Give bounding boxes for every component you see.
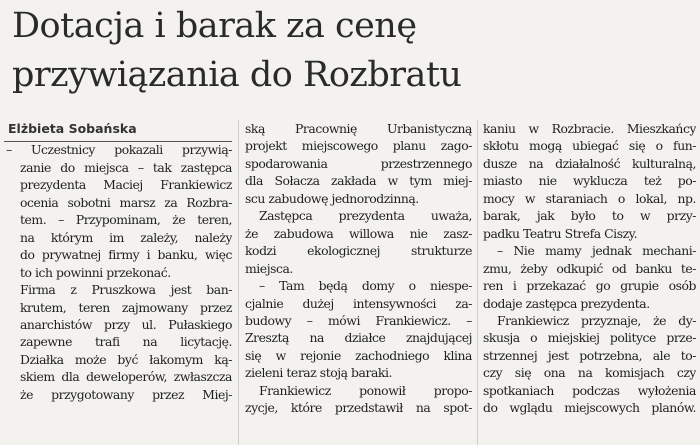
text-line: projekt miejscowego planu zago- — [245, 138, 472, 154]
text-line: Zastępca prezydenta uważa, — [259, 208, 472, 224]
text-line: Frankiewicz ponowił propo- — [259, 382, 472, 398]
text-line: Frankiewicz przyznaje, że dy- — [497, 312, 696, 328]
text-line: dusze na działalność kulturalną, — [483, 155, 696, 171]
text-line: spodarowania przestrzennego — [245, 155, 472, 171]
text-line: krutem, teren zajmowany przez — [20, 299, 232, 315]
text-line: do wglądu miejscowych planów. — [483, 400, 696, 416]
text-line: scu zabudowę jednorodzinną. — [245, 190, 419, 206]
text-line: miejsca. — [245, 260, 293, 276]
text-line: ocenia sobotni marsz za Rozbra- — [20, 194, 232, 210]
text-line: że przygotowany przez Miej- — [20, 386, 232, 402]
column-separator — [477, 120, 478, 445]
headline-line-2: przywiązania do Rozbratu — [12, 55, 462, 95]
text-line: czy się ona na komisjach czy — [483, 365, 696, 381]
text-line: się w rejonie zachodniego klina — [245, 347, 472, 363]
text-line: kaniu w Rozbracie. Mieszkańcy — [483, 121, 696, 136]
text-line: dodaje zastępca prezydenta. — [483, 295, 650, 311]
article-column-2 — [245, 120, 472, 417]
text-line: to ich powinni przekonać. — [20, 264, 171, 280]
text-line: ską Pracownię Urbanistyczną — [245, 121, 472, 136]
text-line: Działka może być łakomym ką- — [20, 351, 232, 367]
text-line: że zabudowa willowa nie zasz- — [245, 225, 472, 241]
text-line: prezydenta Maciej Frankiewicz — [20, 177, 232, 193]
headline-line-1: Dotacja i barak za cenę — [12, 6, 417, 46]
text-line: cjalnie dużej intensywności za- — [245, 295, 472, 311]
text-line: anarchistów przy ul. Pułaskiego — [20, 316, 232, 332]
text-line: – Nie mamy jednak mechani- — [497, 243, 696, 259]
text-line: do prywatnej firmy i banku, więc — [20, 247, 232, 263]
article-column-3 — [483, 120, 696, 417]
text-line: padku Teatru Strefa Ciszy. — [483, 225, 638, 241]
article-headline — [12, 2, 692, 100]
byline-rule — [4, 141, 232, 142]
text-line: skusja o miejskiej polityce prze- — [483, 330, 696, 346]
text-line: budowy – mówi Frankiewicz. – — [245, 312, 472, 328]
column-separator — [238, 120, 239, 445]
text-line: dla Sołacza zakłada w tym miej- — [245, 173, 472, 189]
text-line: skłotu mogą ubiegać się o fun- — [483, 138, 696, 154]
text-line: skiem dla deweloperów, zwłaszcza — [20, 369, 232, 385]
text-line: spotkaniach podczas wyłożenia — [483, 382, 696, 398]
article-column-1 — [6, 120, 232, 403]
text-line: zapewne trafi na licytację. — [20, 334, 232, 350]
text-line: zanie do miejsca – tak zastępca — [20, 159, 232, 175]
text-line: barak, jak było to w przy- — [483, 208, 696, 224]
text-line: zmu, żeby odkupić od banku te- — [483, 260, 696, 276]
text-line: Zresztą na działce znajdującej — [245, 330, 472, 346]
text-line: kodzi ekologicznej strukturze — [245, 243, 472, 259]
text-line: Firma z Pruszkowa jest ban- — [20, 282, 232, 298]
text-line: zycje, które przedstawił na spot- — [245, 400, 472, 416]
text-line: miasto nie wyklucza też po- — [483, 173, 696, 189]
text-line: mocy w staraniach o lokal, np. — [483, 190, 696, 206]
byline: Elżbieta Sobańska — [8, 121, 137, 136]
text-line: ren i przekazać go grupie osób — [483, 278, 696, 294]
text-line: zieleni teraz stoją baraki. — [245, 365, 392, 381]
text-line: – Tam będą domy o niespe- — [259, 278, 472, 294]
text-line: na którym im zależy, należy — [20, 229, 232, 245]
text-line: – Uczestnicy pokazali przywią- — [6, 142, 232, 158]
text-line: tem. – Przypominam, że teren, — [20, 212, 232, 228]
text-line: strzennej jest potrzebna, ale to- — [483, 347, 696, 363]
